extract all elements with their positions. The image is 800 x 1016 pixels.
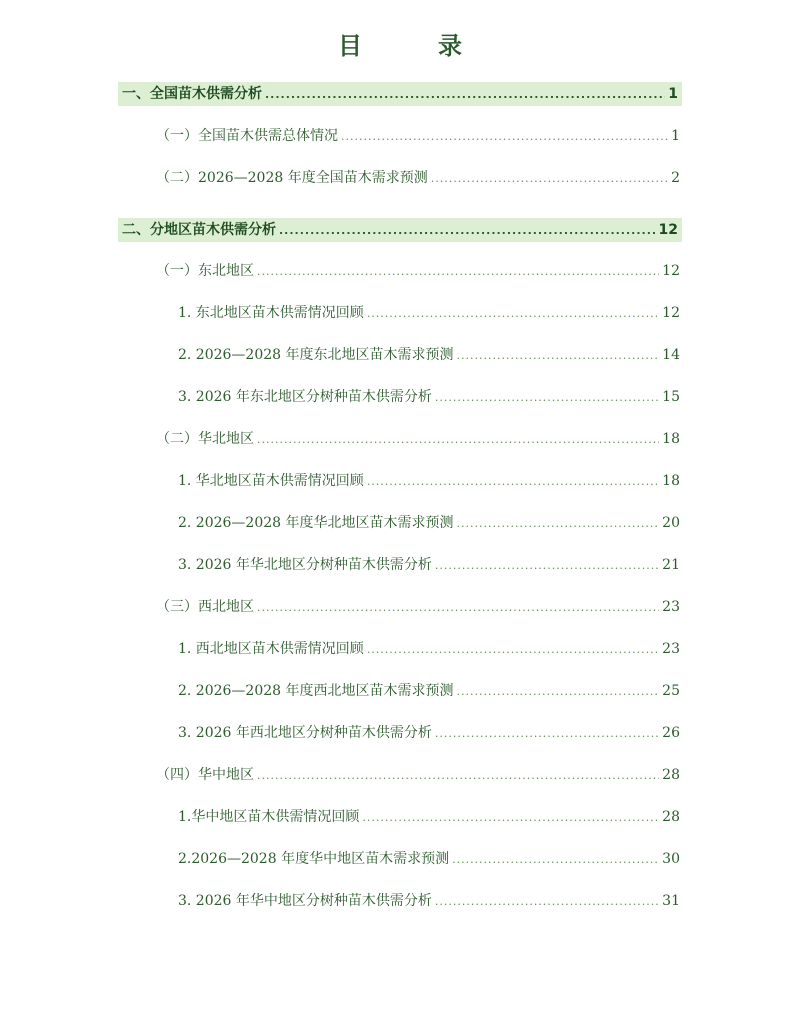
toc-entry-label: 二、分地区苗木供需分析	[122, 222, 276, 238]
toc-section-entry[interactable]	[156, 166, 680, 190]
toc-subsection-entry[interactable]	[178, 301, 680, 325]
toc-entry-page-number: 25	[662, 683, 680, 699]
dot-leader	[367, 470, 659, 494]
toc-entry-page-number: 12	[662, 305, 680, 321]
toc-entry-page-number: 26	[662, 725, 680, 741]
dot-leader	[431, 167, 668, 191]
toc-entry-page-number: 18	[662, 473, 680, 489]
toc-entry-page-number: 30	[662, 851, 680, 867]
dot-leader	[435, 722, 659, 746]
dot-leader	[367, 638, 659, 662]
toc-subsection-entry[interactable]	[178, 385, 680, 409]
toc-entry-page-number: 12	[658, 222, 678, 238]
toc-entry-page-number: 28	[662, 809, 680, 825]
toc-entry-label: （一）全国苗木供需总体情况	[156, 128, 338, 144]
dot-leader	[265, 83, 665, 107]
toc-entry-label: 1.华中地区苗木供需情况回顾	[178, 809, 360, 825]
dot-leader	[341, 125, 668, 149]
toc-entry-label: （二）华北地区	[156, 431, 254, 447]
toc-subsection-entry[interactable]	[178, 343, 680, 367]
dot-leader	[257, 764, 659, 788]
dot-leader	[452, 848, 659, 872]
dot-leader	[435, 554, 659, 578]
toc-section-entry[interactable]	[156, 124, 680, 148]
toc-entry-label: 2. 2026—2028 年度东北地区苗木需求预测	[178, 347, 454, 363]
toc-subsection-entry[interactable]	[178, 847, 680, 871]
dot-leader	[435, 890, 659, 914]
toc-entry-page-number: 15	[662, 389, 680, 405]
dot-leader	[367, 302, 659, 326]
dot-leader	[457, 680, 660, 704]
toc-entry-page-number: 18	[662, 431, 680, 447]
dot-leader	[457, 512, 660, 536]
toc-subsection-entry[interactable]	[178, 721, 680, 745]
toc-entry-page-number: 12	[662, 263, 680, 279]
toc-entry-label: 2. 2026—2028 年度西北地区苗木需求预测	[178, 683, 454, 699]
toc-section-entry[interactable]	[156, 595, 680, 619]
toc-subsection-entry[interactable]	[178, 553, 680, 577]
toc-entry-label: 1. 华北地区苗木供需情况回顾	[178, 473, 364, 489]
toc-section-entry[interactable]	[156, 259, 680, 283]
toc-subsection-entry[interactable]	[178, 511, 680, 535]
toc-entry-page-number: 20	[662, 515, 680, 531]
page-title: 目 录	[338, 32, 488, 60]
toc-entry-label: 3. 2026 年西北地区分树种苗木供需分析	[178, 725, 432, 741]
toc-subsection-entry[interactable]	[178, 805, 680, 829]
toc-chapter-entry[interactable]	[118, 82, 682, 106]
dot-leader	[257, 428, 659, 452]
toc-section-entry[interactable]	[156, 427, 680, 451]
toc-entry-label: （三）西北地区	[156, 599, 254, 615]
toc-entry-label: 1. 东北地区苗木供需情况回顾	[178, 305, 364, 321]
toc-subsection-entry[interactable]	[178, 679, 680, 703]
toc-entry-label: 2. 2026—2028 年度华北地区苗木需求预测	[178, 515, 454, 531]
toc-subsection-entry[interactable]	[178, 469, 680, 493]
dot-leader	[457, 344, 660, 368]
toc-entry-page-number: 23	[662, 599, 680, 615]
toc-section-entry[interactable]	[156, 763, 680, 787]
toc-entry-label: （四）华中地区	[156, 767, 254, 783]
toc-entry-label: 一、全国苗木供需分析	[122, 86, 262, 102]
toc-entry-page-number: 21	[662, 557, 680, 573]
toc-entry-page-number: 31	[662, 893, 680, 909]
toc-entry-label: （一）东北地区	[156, 263, 254, 279]
toc-entry-page-number: 14	[662, 347, 680, 363]
toc-subsection-entry[interactable]	[178, 637, 680, 661]
toc-entry-page-number: 23	[662, 641, 680, 657]
dot-leader	[362, 806, 659, 830]
toc-entry-page-number: 2	[671, 170, 680, 186]
dot-leader	[257, 260, 659, 284]
dot-leader	[435, 386, 659, 410]
toc-entry-page-number: 1	[668, 86, 678, 102]
toc-chapter-entry[interactable]	[118, 218, 682, 242]
toc-entry-page-number: 28	[662, 767, 680, 783]
toc-subsection-entry[interactable]	[178, 889, 680, 913]
toc-entry-label: 3. 2026 年华北地区分树种苗木供需分析	[178, 557, 432, 573]
toc-entry-label: 1. 西北地区苗木供需情况回顾	[178, 641, 364, 657]
dot-leader	[279, 219, 656, 243]
toc-entry-label: 3. 2026 年华中地区分树种苗木供需分析	[178, 893, 432, 909]
toc-entry-label: 2.2026—2028 年度华中地区苗木需求预测	[178, 851, 450, 867]
toc-entry-label: （二）2026—2028 年度全国苗木需求预测	[156, 170, 428, 186]
toc-entry-label: 3. 2026 年东北地区分树种苗木供需分析	[178, 389, 432, 405]
toc-entry-page-number: 1	[671, 128, 680, 144]
dot-leader	[257, 596, 659, 620]
